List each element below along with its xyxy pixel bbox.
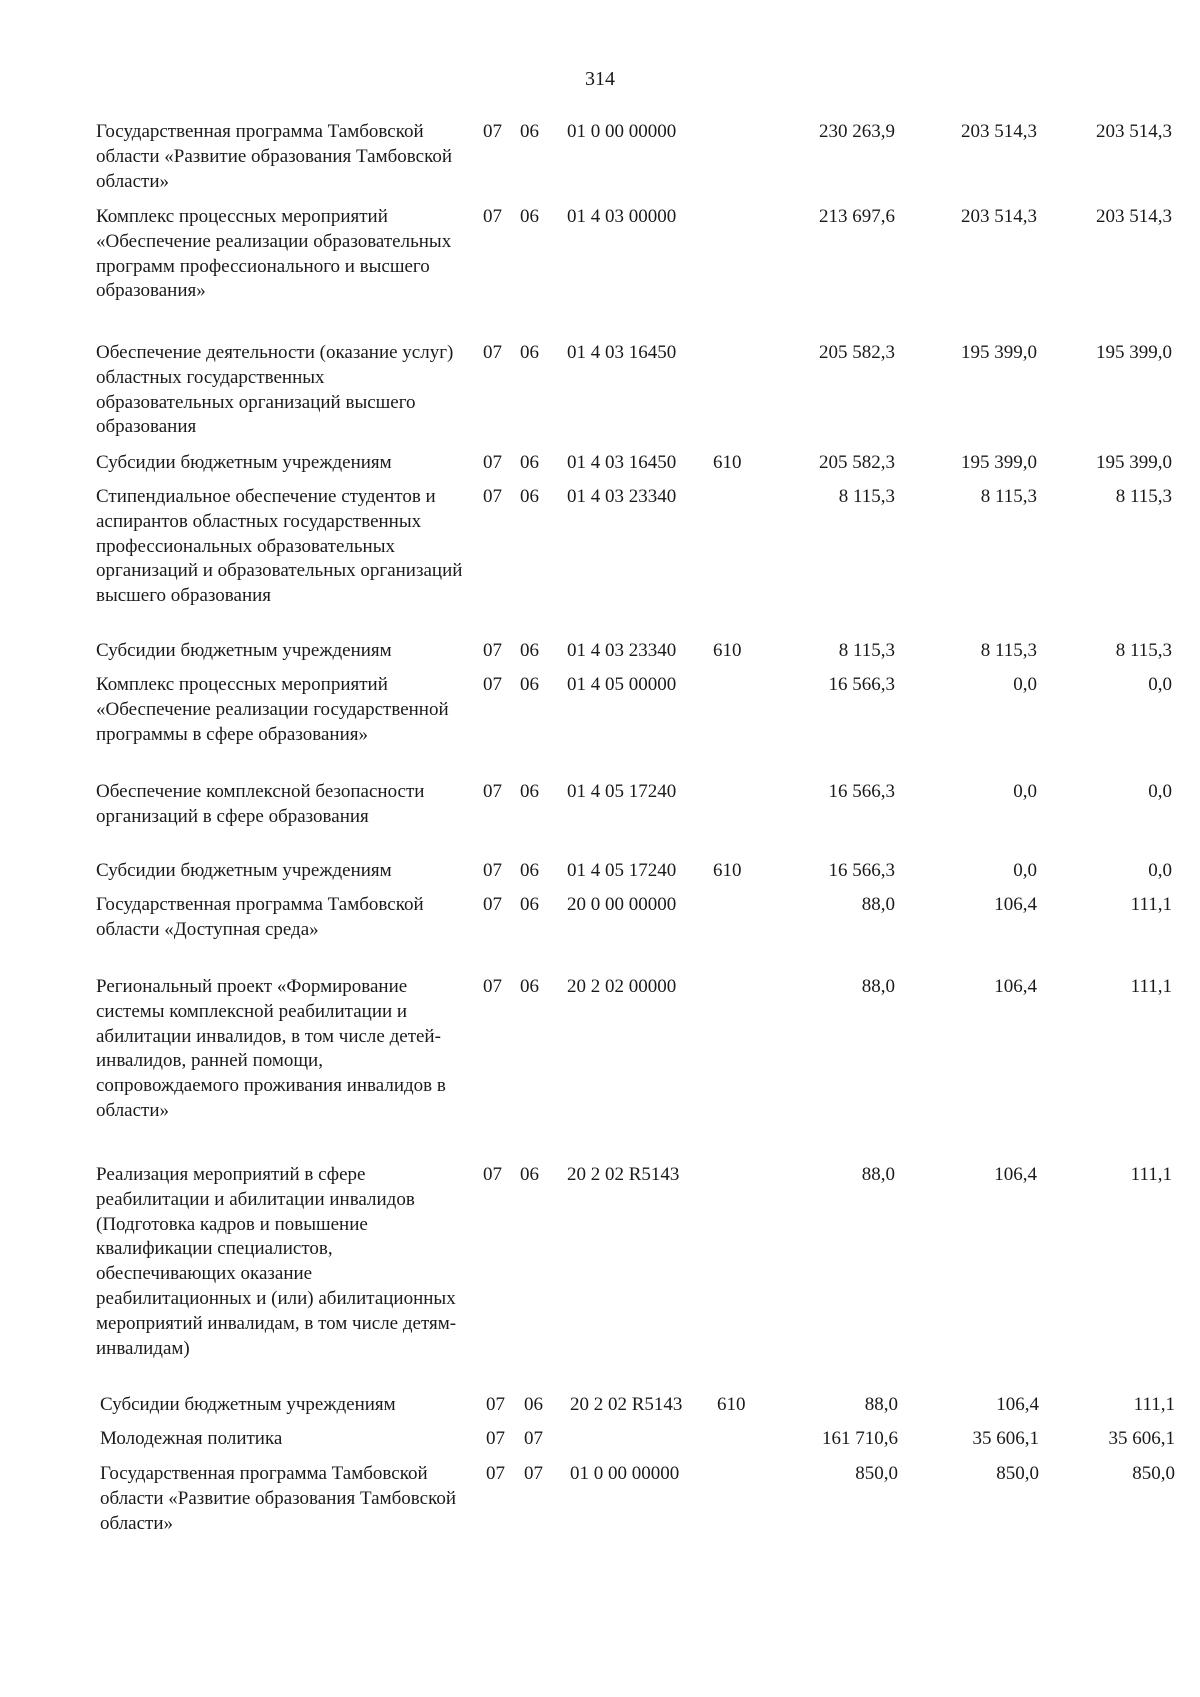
amount-year-1: 88,0	[861, 976, 895, 997]
amount-year-2: 0,0	[1013, 674, 1037, 695]
target-article-code: 01 4 03 00000	[567, 206, 677, 227]
section-code: 07	[483, 976, 502, 997]
amount-year-3: 111,1	[1133, 1394, 1175, 1415]
row-name: Государственная программа Тамбовской области «Развитие образования Тамбовской области»	[96, 121, 453, 192]
row-name: Комплекс процессных мероприятий «Обеспечение реализации образовательных программ профессионального и высшего образования»	[96, 206, 452, 302]
target-article-code: 01 4 05 17240	[567, 860, 677, 881]
amount-year-1: 88,0	[861, 894, 895, 915]
amount-year-3: 195 399,0	[1096, 342, 1172, 363]
amount-year-1: 850,0	[855, 1463, 898, 1484]
amount-year-2: 850,0	[996, 1463, 1039, 1484]
subsection-code: 06	[520, 206, 539, 227]
section-code: 07	[483, 452, 502, 473]
amount-year-1: 205 582,3	[819, 342, 895, 363]
amount-year-1: 16 566,3	[828, 674, 895, 695]
amount-year-1: 16 566,3	[828, 860, 895, 881]
subsection-code: 06	[520, 781, 539, 802]
amount-year-2: 106,4	[994, 1164, 1037, 1185]
subsection-code: 06	[520, 894, 539, 915]
section-code: 07	[483, 894, 502, 915]
amount-year-1: 230 263,9	[819, 121, 895, 142]
target-article-code: 01 4 03 23340	[567, 486, 677, 507]
row-name: Региональный проект «Формирование системы комплексной реабилитации и абилитации инвалидов, в том числе детей-инвалидов, ранней помощи, сопровождаемого проживания инвалидов в области»	[96, 976, 446, 1121]
target-article-code: 01 0 00 00000	[567, 121, 677, 142]
amount-year-1: 8 115,3	[838, 486, 895, 507]
amount-year-3: 203 514,3	[1096, 121, 1172, 142]
subsection-code: 06	[524, 1394, 543, 1415]
amount-year-2: 0,0	[1013, 860, 1037, 881]
amount-year-3: 850,0	[1132, 1463, 1175, 1484]
amount-year-1: 213 697,6	[819, 206, 895, 227]
subsection-code: 06	[520, 342, 539, 363]
row-name: Субсидии бюджетным учреждениям	[96, 640, 392, 661]
expense-type-code: 610	[713, 452, 742, 473]
subsection-code: 06	[520, 674, 539, 695]
amount-year-3: 111,1	[1130, 894, 1172, 915]
page-number: 314	[585, 68, 615, 90]
section-code: 07	[483, 781, 502, 802]
amount-year-1: 88,0	[864, 1394, 898, 1415]
subsection-code: 06	[520, 640, 539, 661]
section-code: 07	[486, 1428, 505, 1449]
amount-year-1: 205 582,3	[819, 452, 895, 473]
section-code: 07	[483, 860, 502, 881]
amount-year-3: 195 399,0	[1096, 452, 1172, 473]
subsection-code: 06	[520, 1164, 539, 1185]
amount-year-3: 111,1	[1130, 976, 1172, 997]
target-article-code: 20 2 02 R5143	[567, 1164, 680, 1185]
section-code: 07	[483, 1164, 502, 1185]
section-code: 07	[483, 342, 502, 363]
amount-year-2: 35 606,1	[972, 1428, 1039, 1449]
section-code: 07	[483, 206, 502, 227]
subsection-code: 06	[520, 860, 539, 881]
amount-year-1: 8 115,3	[838, 640, 895, 661]
section-code: 07	[483, 640, 502, 661]
section-code: 07	[483, 486, 502, 507]
subsection-code: 07	[524, 1428, 543, 1449]
amount-year-2: 106,4	[994, 976, 1037, 997]
section-code: 07	[483, 674, 502, 695]
row-name: Комплекс процессных мероприятий «Обеспечение реализации государственной программы в сфере образования»	[96, 674, 449, 745]
target-article-code: 01 4 05 17240	[567, 781, 677, 802]
amount-year-2: 203 514,3	[961, 206, 1037, 227]
amount-year-3: 35 606,1	[1108, 1428, 1175, 1449]
amount-year-3: 8 115,3	[1115, 486, 1172, 507]
row-name: Обеспечение деятельности (оказание услуг) областных государственных образовательных организаций высшего образования	[96, 342, 454, 438]
expense-type-code: 610	[717, 1394, 746, 1415]
row-name: Молодежная политика	[100, 1428, 283, 1449]
target-article-code: 01 0 00 00000	[570, 1463, 680, 1484]
amount-year-3: 0,0	[1148, 781, 1172, 802]
amount-year-2: 8 115,3	[980, 640, 1037, 661]
amount-year-1: 161 710,6	[822, 1428, 898, 1449]
row-name: Субсидии бюджетным учреждениям	[96, 860, 392, 881]
section-code: 07	[486, 1394, 505, 1415]
target-article-code: 20 2 02 00000	[567, 976, 677, 997]
amount-year-2: 106,4	[996, 1394, 1039, 1415]
row-name: Реализация мероприятий в сфере реабилитации и абилитации инвалидов (Подготовка кадров и повышение квалификации специалистов, обеспечивающих оказание реабилитационных и (или) абилитационных мероприятий инвалидам, в том числе детям-инвалидам)	[96, 1164, 457, 1359]
target-article-code: 01 4 05 00000	[567, 674, 677, 695]
target-article-code: 01 4 03 23340	[567, 640, 677, 661]
subsection-code: 06	[520, 121, 539, 142]
amount-year-1: 16 566,3	[828, 781, 895, 802]
amount-year-2: 195 399,0	[961, 452, 1037, 473]
section-code: 07	[486, 1463, 505, 1484]
amount-year-2: 8 115,3	[980, 486, 1037, 507]
amount-year-2: 195 399,0	[961, 342, 1037, 363]
amount-year-3: 0,0	[1148, 860, 1172, 881]
amount-year-3: 0,0	[1148, 674, 1172, 695]
row-name: Обеспечение комплексной безопасности организаций в сфере образования	[96, 781, 425, 827]
subsection-code: 06	[520, 486, 539, 507]
expense-type-code: 610	[713, 640, 742, 661]
amount-year-3: 111,1	[1130, 1164, 1172, 1185]
amount-year-3: 203 514,3	[1096, 206, 1172, 227]
amount-year-1: 88,0	[861, 1164, 895, 1185]
section-code: 07	[483, 121, 502, 142]
row-name: Государственная программа Тамбовской области «Развитие образования Тамбовской области»	[100, 1463, 457, 1534]
amount-year-2: 203 514,3	[961, 121, 1037, 142]
row-name: Государственная программа Тамбовской области «Доступная среда»	[96, 894, 424, 940]
expense-type-code: 610	[713, 860, 742, 881]
subsection-code: 06	[520, 976, 539, 997]
subsection-code: 06	[520, 452, 539, 473]
row-name: Стипендиальное обеспечение студентов и аспирантов областных государственных профессиональных образовательных организаций и образовательных организаций высшего образования	[96, 486, 463, 607]
amount-year-2: 0,0	[1013, 781, 1037, 802]
target-article-code: 01 4 03 16450	[567, 342, 677, 363]
amount-year-2: 106,4	[994, 894, 1037, 915]
amount-year-3: 8 115,3	[1115, 640, 1172, 661]
target-article-code: 20 2 02 R5143	[570, 1394, 683, 1415]
row-name: Субсидии бюджетным учреждениям	[100, 1394, 396, 1415]
subsection-code: 07	[524, 1463, 543, 1484]
target-article-code: 01 4 03 16450	[567, 452, 677, 473]
row-name: Субсидии бюджетным учреждениям	[96, 452, 392, 473]
target-article-code: 20 0 00 00000	[567, 894, 677, 915]
